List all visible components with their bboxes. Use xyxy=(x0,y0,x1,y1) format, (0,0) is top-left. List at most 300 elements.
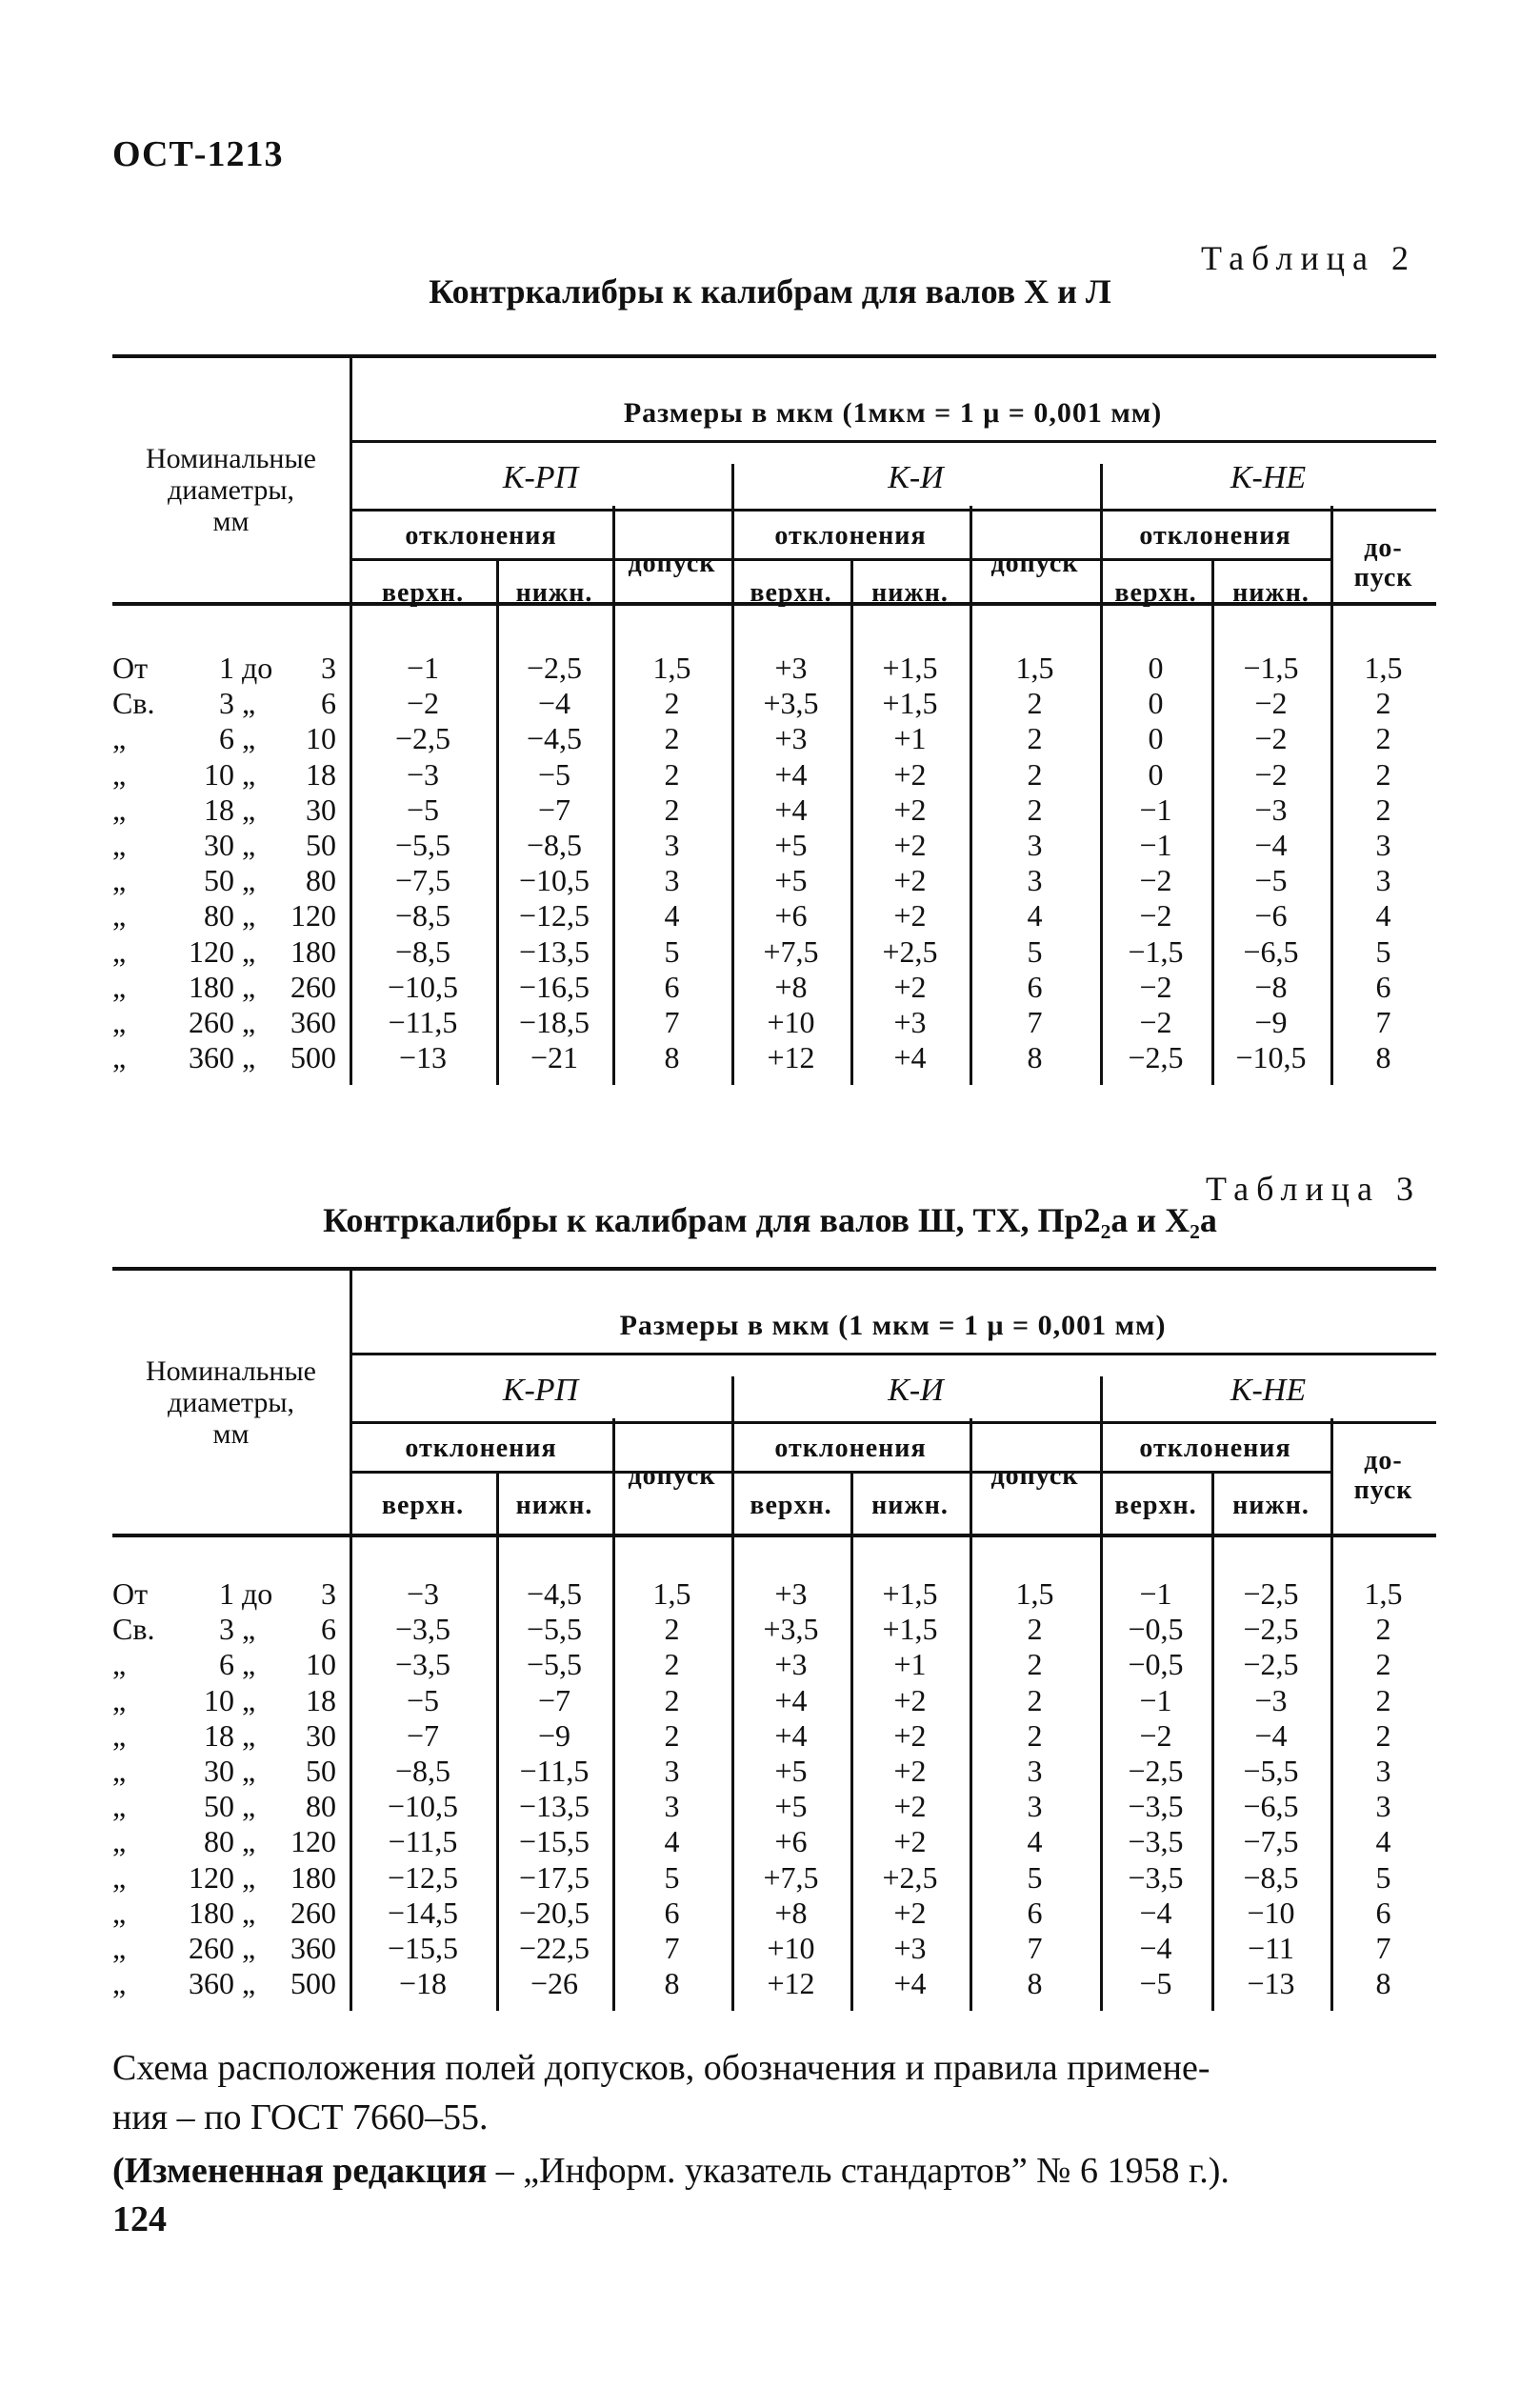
sizes-header: Размеры в мкм (1 мкм = 1 μ = 0,001 мм) xyxy=(619,1310,1167,1341)
value-cell: −13 xyxy=(1247,1966,1295,2001)
range-from: 10 xyxy=(204,1682,234,1717)
range-from: 30 xyxy=(204,1754,234,1788)
range-to: 180 xyxy=(290,933,336,969)
value-cell: 6 xyxy=(1027,969,1043,1004)
range-connector: „ xyxy=(242,1966,256,2001)
value-cell: 8 xyxy=(1027,1966,1043,2001)
value-cell: −3,5 xyxy=(394,1647,451,1682)
value-cell: +5 xyxy=(774,1789,808,1824)
range-prefix: Св. xyxy=(112,1612,155,1647)
value-cell: −2 xyxy=(1254,721,1288,756)
value-cell: −18,5 xyxy=(518,1005,590,1039)
range-connector: „ xyxy=(242,1754,256,1788)
value-cell: 3 xyxy=(1027,828,1043,862)
value-cell: +1 xyxy=(893,1647,927,1682)
range-prefix: „ xyxy=(112,1647,127,1682)
value-cell: 4 xyxy=(664,898,680,933)
range-to: 18 xyxy=(306,1682,336,1717)
range-connector: „ xyxy=(242,1789,256,1824)
value-cell: −26 xyxy=(530,1966,579,2001)
value-cell: 5 xyxy=(1027,1859,1043,1895)
value-cell: 6 xyxy=(1375,1895,1391,1930)
range-connector: „ xyxy=(242,756,256,792)
value-cell: −13,5 xyxy=(518,1789,590,1824)
value-cell: +2 xyxy=(893,828,927,862)
value-cell: 4 xyxy=(1027,1824,1043,1859)
value-cell: −11,5 xyxy=(519,1754,590,1788)
value-cell: 5 xyxy=(664,1859,680,1895)
range-prefix: „ xyxy=(112,1717,127,1753)
value-cell: −10,5 xyxy=(518,863,590,898)
value-cell: −7 xyxy=(537,1682,571,1717)
value-cell: −6,5 xyxy=(1243,1789,1299,1824)
value-cell: −4 xyxy=(537,686,571,721)
table-title: Контркалибры к калибрам для валов X и Л xyxy=(429,272,1111,311)
nominal-diameter-header: Номинальные диаметры, мм xyxy=(146,1355,316,1450)
group-header-3: К-НЕ xyxy=(1230,460,1307,495)
value-cell: 1,5 xyxy=(1015,1576,1054,1611)
value-cell: 2 xyxy=(1027,1647,1043,1682)
value-cell: −2 xyxy=(1139,1717,1172,1753)
value-cell: 8 xyxy=(1375,1966,1391,2001)
tolerance-header-1: допуск xyxy=(628,1461,716,1491)
range-prefix: „ xyxy=(112,1040,127,1075)
range-to: 10 xyxy=(306,721,336,756)
value-cell: −11,5 xyxy=(388,1824,458,1859)
value-cell: −8,5 xyxy=(394,933,451,969)
range-from: 180 xyxy=(189,1895,234,1930)
value-cell: +4 xyxy=(774,1682,808,1717)
range-to: 30 xyxy=(306,1717,336,1753)
table-label: Таблица 3 xyxy=(1206,1170,1421,1208)
value-cell: −2 xyxy=(1254,756,1288,792)
range-prefix: „ xyxy=(112,1859,127,1895)
group-header-1: К-РП xyxy=(502,460,579,495)
value-cell: 2 xyxy=(664,1612,680,1647)
range-to: 120 xyxy=(290,898,336,933)
value-cell: +3 xyxy=(893,1005,927,1039)
group-header-2: К-И xyxy=(888,460,944,495)
value-cell: −1 xyxy=(1139,1576,1172,1611)
range-connector: „ xyxy=(242,969,256,1004)
value-cell: −8,5 xyxy=(1243,1859,1299,1895)
value-cell: +3,5 xyxy=(763,686,819,721)
value-cell: 2 xyxy=(1375,1612,1391,1647)
range-from: 6 xyxy=(219,721,234,756)
value-cell: +2 xyxy=(893,1754,927,1788)
range-connector: „ xyxy=(242,863,256,898)
value-cell: +1,5 xyxy=(882,651,938,685)
table-rule xyxy=(350,509,1436,512)
value-cell: 3 xyxy=(1375,828,1391,862)
value-cell: −3 xyxy=(406,1576,440,1611)
value-cell: 6 xyxy=(664,969,680,1004)
value-cell: +2 xyxy=(893,1682,927,1717)
range-prefix: „ xyxy=(112,1966,127,2001)
value-cell: −0,5 xyxy=(1128,1647,1184,1682)
value-cell: −4 xyxy=(1139,1931,1172,1965)
upper-header-2: верхн. xyxy=(750,1491,832,1520)
value-cell: 0 xyxy=(1148,651,1164,685)
range-to: 80 xyxy=(306,863,336,898)
range-prefix: От xyxy=(112,651,149,685)
value-cell: 2 xyxy=(1375,1682,1391,1717)
value-cell: 3 xyxy=(664,1789,680,1824)
value-cell: −7 xyxy=(537,792,571,827)
value-cell: 2 xyxy=(664,1647,680,1682)
range-to: 3 xyxy=(321,1576,336,1611)
range-from: 18 xyxy=(204,792,234,827)
range-connector: „ xyxy=(242,1612,256,1647)
value-cell: −8,5 xyxy=(394,898,451,933)
value-cell: +3,5 xyxy=(763,1612,819,1647)
table-rule xyxy=(112,1534,1436,1537)
deviations-header-2: отклонения xyxy=(774,521,927,551)
group-header-2: К-И xyxy=(888,1373,944,1408)
value-cell: 1,5 xyxy=(652,1576,691,1611)
range-connector: „ xyxy=(242,1895,256,1930)
range-from: 180 xyxy=(189,969,234,1004)
range-connector: „ xyxy=(242,1647,256,1682)
value-cell: +12 xyxy=(767,1040,815,1075)
lower-header-3: нижн. xyxy=(1232,1491,1310,1520)
range-prefix: „ xyxy=(112,1754,127,1788)
value-cell: 2 xyxy=(1375,1647,1391,1682)
value-cell: −7,5 xyxy=(1243,1824,1299,1859)
page-number: 124 xyxy=(112,2199,167,2239)
value-cell: −2 xyxy=(1139,898,1172,933)
value-cell: +2 xyxy=(893,1824,927,1859)
value-cell: −5 xyxy=(406,792,440,827)
value-cell: 3 xyxy=(664,828,680,862)
value-cell: −8 xyxy=(1254,969,1288,1004)
value-cell: +1,5 xyxy=(882,686,938,721)
range-from: 360 xyxy=(189,1966,234,2001)
value-cell: −2,5 xyxy=(1128,1754,1184,1788)
range-prefix: „ xyxy=(112,898,127,933)
range-connector: „ xyxy=(242,933,256,969)
value-cell: +2,5 xyxy=(882,933,938,969)
range-from: 18 xyxy=(204,1717,234,1753)
value-cell: 3 xyxy=(1027,863,1043,898)
range-connector: „ xyxy=(242,686,256,721)
value-cell: +2 xyxy=(893,863,927,898)
value-cell: +2 xyxy=(893,1895,927,1930)
lower-header-1: нижн. xyxy=(515,578,593,608)
value-cell: +6 xyxy=(774,1824,808,1859)
value-cell: +1,5 xyxy=(882,1612,938,1647)
value-cell: −5,5 xyxy=(526,1612,583,1647)
value-cell: 4 xyxy=(1375,1824,1391,1859)
upper-header-1: верхн. xyxy=(381,578,465,608)
value-cell: −14,5 xyxy=(387,1895,459,1930)
range-from: 30 xyxy=(204,828,234,862)
value-cell: +3 xyxy=(774,1647,808,1682)
value-cell: 2 xyxy=(1027,756,1043,792)
range-connector: до xyxy=(242,1576,273,1611)
nominal-diameter-header: Номинальные диаметры, мм xyxy=(146,443,316,537)
range-prefix: „ xyxy=(112,1789,127,1824)
value-cell: +4 xyxy=(893,1040,927,1075)
range-from: 1 xyxy=(219,651,234,685)
value-cell: 0 xyxy=(1148,686,1164,721)
range-to: 10 xyxy=(306,1647,336,1682)
upper-header-3: верхн. xyxy=(1114,578,1197,608)
value-cell: −0,5 xyxy=(1128,1612,1184,1647)
range-prefix: „ xyxy=(112,828,127,862)
value-cell: −3,5 xyxy=(1128,1824,1184,1859)
value-cell: 2 xyxy=(664,1682,680,1717)
lower-header-2: нижн. xyxy=(871,1491,949,1520)
table-rule xyxy=(350,1353,1436,1355)
value-cell: +5 xyxy=(774,863,808,898)
table-label: Таблица 2 xyxy=(1201,239,1416,277)
deviations-header-2: отклонения xyxy=(774,1434,927,1463)
value-cell: −1 xyxy=(1139,828,1172,862)
value-cell: −15,5 xyxy=(518,1824,590,1859)
value-cell: +2 xyxy=(893,898,927,933)
range-prefix: „ xyxy=(112,792,127,827)
value-cell: +4 xyxy=(774,792,808,827)
value-cell: 4 xyxy=(1027,898,1043,933)
value-cell: −2,5 xyxy=(1128,1040,1184,1075)
range-connector: „ xyxy=(242,1682,256,1717)
value-cell: −6,5 xyxy=(1243,933,1299,969)
deviations-header-1: отклонения xyxy=(405,1434,557,1463)
value-cell: +6 xyxy=(774,898,808,933)
value-cell: 0 xyxy=(1148,721,1164,756)
value-cell: −4 xyxy=(1139,1895,1172,1930)
value-cell: +2 xyxy=(893,1789,927,1824)
value-cell: 7 xyxy=(664,1931,680,1965)
value-cell: −10 xyxy=(1247,1895,1295,1930)
range-from: 1 xyxy=(219,1576,234,1611)
value-cell: −8,5 xyxy=(394,1754,451,1788)
value-cell: 4 xyxy=(664,1824,680,1859)
value-cell: 3 xyxy=(664,1754,680,1788)
tolerance-header-3: до- пуск xyxy=(1353,1446,1413,1505)
value-cell: 7 xyxy=(1375,1005,1391,1039)
range-to: 500 xyxy=(290,1040,336,1075)
value-cell: −11,5 xyxy=(388,1005,458,1039)
change-note-bold: (Измененная редакция xyxy=(112,2151,488,2191)
document-code: ОСТ-1213 xyxy=(112,134,284,174)
value-cell: 2 xyxy=(1027,1682,1043,1717)
range-to: 50 xyxy=(306,1754,336,1788)
range-connector: „ xyxy=(242,721,256,756)
range-from: 3 xyxy=(219,1612,234,1647)
value-cell: 8 xyxy=(664,1040,680,1075)
value-cell: +1 xyxy=(893,721,927,756)
value-cell: −2,5 xyxy=(1243,1612,1299,1647)
value-cell: −2 xyxy=(1139,1005,1172,1039)
value-cell: 2 xyxy=(1027,721,1043,756)
range-prefix: „ xyxy=(112,1895,127,1930)
value-cell: −5,5 xyxy=(394,828,451,862)
value-cell: −20,5 xyxy=(518,1895,590,1930)
value-cell: −5 xyxy=(1254,863,1288,898)
table-rule xyxy=(112,1267,1436,1271)
range-to: 6 xyxy=(321,1612,336,1647)
range-to: 80 xyxy=(306,1789,336,1824)
value-cell: +12 xyxy=(767,1966,815,2001)
range-from: 6 xyxy=(219,1647,234,1682)
value-cell: −2,5 xyxy=(1243,1647,1299,1682)
value-cell: 3 xyxy=(1027,1789,1043,1824)
value-cell: 1,5 xyxy=(652,651,691,685)
value-cell: −2,5 xyxy=(526,651,583,685)
range-to: 120 xyxy=(290,1824,336,1859)
range-prefix: „ xyxy=(112,969,127,1004)
range-connector: „ xyxy=(242,1040,256,1075)
value-cell: 7 xyxy=(1027,1005,1043,1039)
value-cell: 3 xyxy=(1375,1754,1391,1788)
change-note-text: – „Информ. указатель стандартов” № 6 1958 г.). xyxy=(487,2151,1230,2191)
value-cell: −5 xyxy=(1139,1966,1172,2001)
value-cell: 6 xyxy=(1375,969,1391,1004)
value-cell: +10 xyxy=(767,1005,815,1039)
value-cell: 8 xyxy=(1375,1040,1391,1075)
value-cell: +2 xyxy=(893,792,927,827)
value-cell: 2 xyxy=(664,721,680,756)
value-cell: −11 xyxy=(1248,1931,1294,1965)
range-connector: „ xyxy=(242,1005,256,1039)
value-cell: 4 xyxy=(1375,898,1391,933)
value-cell: +5 xyxy=(774,828,808,862)
value-cell: −10,5 xyxy=(387,969,459,1004)
value-cell: −12,5 xyxy=(518,898,590,933)
range-connector: „ xyxy=(242,828,256,862)
value-cell: −9 xyxy=(1254,1005,1288,1039)
range-connector: „ xyxy=(242,898,256,933)
range-to: 18 xyxy=(306,756,336,792)
value-cell: +2,5 xyxy=(882,1859,938,1895)
range-connector: „ xyxy=(242,1859,256,1895)
change-note xyxy=(112,2146,1436,2196)
value-cell: −7 xyxy=(406,1717,440,1753)
value-cell: −2,5 xyxy=(394,721,451,756)
range-prefix: От xyxy=(112,1576,149,1611)
group-header-3: К-НЕ xyxy=(1230,1373,1307,1408)
value-cell: 2 xyxy=(664,686,680,721)
value-cell: 2 xyxy=(664,756,680,792)
value-cell: 5 xyxy=(1375,1859,1391,1895)
upper-header-3: верхн. xyxy=(1114,1491,1197,1520)
value-cell: −12,5 xyxy=(387,1859,459,1895)
value-cell: 3 xyxy=(1375,1789,1391,1824)
upper-header-1: верхн. xyxy=(381,1491,465,1520)
value-cell: −2 xyxy=(1254,686,1288,721)
value-cell: −10,5 xyxy=(387,1789,459,1824)
value-cell: −9 xyxy=(537,1717,571,1753)
range-to: 50 xyxy=(306,828,336,862)
tolerance-header-2: допуск xyxy=(990,1461,1079,1491)
range-to: 6 xyxy=(321,686,336,721)
sizes-header: Размеры в мкм (1мкм = 1 μ = 0,001 мм) xyxy=(623,397,1163,429)
table-rule xyxy=(350,440,1436,443)
table-rule xyxy=(112,354,1436,358)
value-cell: −5 xyxy=(537,756,571,792)
value-cell: +2 xyxy=(893,1717,927,1753)
value-cell: 8 xyxy=(1027,1040,1043,1075)
range-from: 360 xyxy=(189,1040,234,1075)
value-cell: −13 xyxy=(398,1040,448,1075)
note-line-1: Схема расположения полей допусков, обозначения и правила примене- xyxy=(112,2048,1210,2088)
value-cell: −15,5 xyxy=(387,1931,459,1965)
value-cell: 3 xyxy=(1375,863,1391,898)
value-cell: 2 xyxy=(664,792,680,827)
table-title: Контркалибры к калибрам для валов Ш, ТХ, Пр2₂а и Х₂а xyxy=(323,1201,1217,1239)
value-cell: 6 xyxy=(1027,1895,1043,1930)
value-cell: −6 xyxy=(1254,898,1288,933)
value-cell: 3 xyxy=(1027,1754,1043,1788)
range-from: 80 xyxy=(204,1824,234,1859)
value-cell: 0 xyxy=(1148,756,1164,792)
range-to: 3 xyxy=(321,651,336,685)
value-cell: 2 xyxy=(1375,792,1391,827)
tolerance-header-3: до- пуск xyxy=(1353,533,1413,592)
value-cell: +4 xyxy=(774,1717,808,1753)
value-cell: +1,5 xyxy=(882,1576,938,1611)
value-cell: +7,5 xyxy=(763,1859,819,1895)
tolerance-header-1: допуск xyxy=(628,549,716,578)
lower-header-3: нижн. xyxy=(1232,578,1310,608)
value-cell: −4,5 xyxy=(526,721,583,756)
value-cell: −2 xyxy=(1139,969,1172,1004)
range-connector: „ xyxy=(242,1931,256,1965)
value-cell: −7,5 xyxy=(394,863,451,898)
note-paragraph xyxy=(112,2043,1436,2196)
tolerance-header-2: допуск xyxy=(990,549,1079,578)
value-cell: −1 xyxy=(406,651,440,685)
value-cell: 2 xyxy=(1375,1717,1391,1753)
range-from: 120 xyxy=(189,1859,234,1895)
range-prefix: Св. xyxy=(112,686,155,721)
value-cell: −4 xyxy=(1254,828,1288,862)
value-cell: 2 xyxy=(1027,792,1043,827)
value-cell: −1,5 xyxy=(1243,651,1299,685)
value-cell: 2 xyxy=(1375,686,1391,721)
value-cell: 2 xyxy=(664,1717,680,1753)
value-cell: +4 xyxy=(774,756,808,792)
value-cell: 7 xyxy=(664,1005,680,1039)
value-cell: −13,5 xyxy=(518,933,590,969)
range-to: 360 xyxy=(290,1005,336,1039)
lower-header-2: нижн. xyxy=(871,578,949,608)
group-header-1: К-РП xyxy=(502,1373,579,1408)
deviations-header-3: отклонения xyxy=(1139,521,1291,551)
range-from: 260 xyxy=(189,1931,234,1965)
range-from: 10 xyxy=(204,756,234,792)
value-cell: +7,5 xyxy=(763,933,819,969)
value-cell: −1 xyxy=(1139,1682,1172,1717)
value-cell: −17,5 xyxy=(518,1859,590,1895)
value-cell: +10 xyxy=(767,1931,815,1965)
range-from: 3 xyxy=(219,686,234,721)
value-cell: 3 xyxy=(664,863,680,898)
value-cell: 7 xyxy=(1375,1931,1391,1965)
value-cell: 1,5 xyxy=(1015,651,1054,685)
range-connector: „ xyxy=(242,1717,256,1753)
value-cell: 5 xyxy=(1375,933,1391,969)
range-to: 180 xyxy=(290,1859,336,1895)
value-cell: −3,5 xyxy=(1128,1789,1184,1824)
deviations-header-3: отклонения xyxy=(1139,1434,1291,1463)
value-cell: 5 xyxy=(664,933,680,969)
value-cell: +4 xyxy=(893,1966,927,2001)
value-cell: −22,5 xyxy=(518,1931,590,1965)
value-cell: 5 xyxy=(1027,933,1043,969)
